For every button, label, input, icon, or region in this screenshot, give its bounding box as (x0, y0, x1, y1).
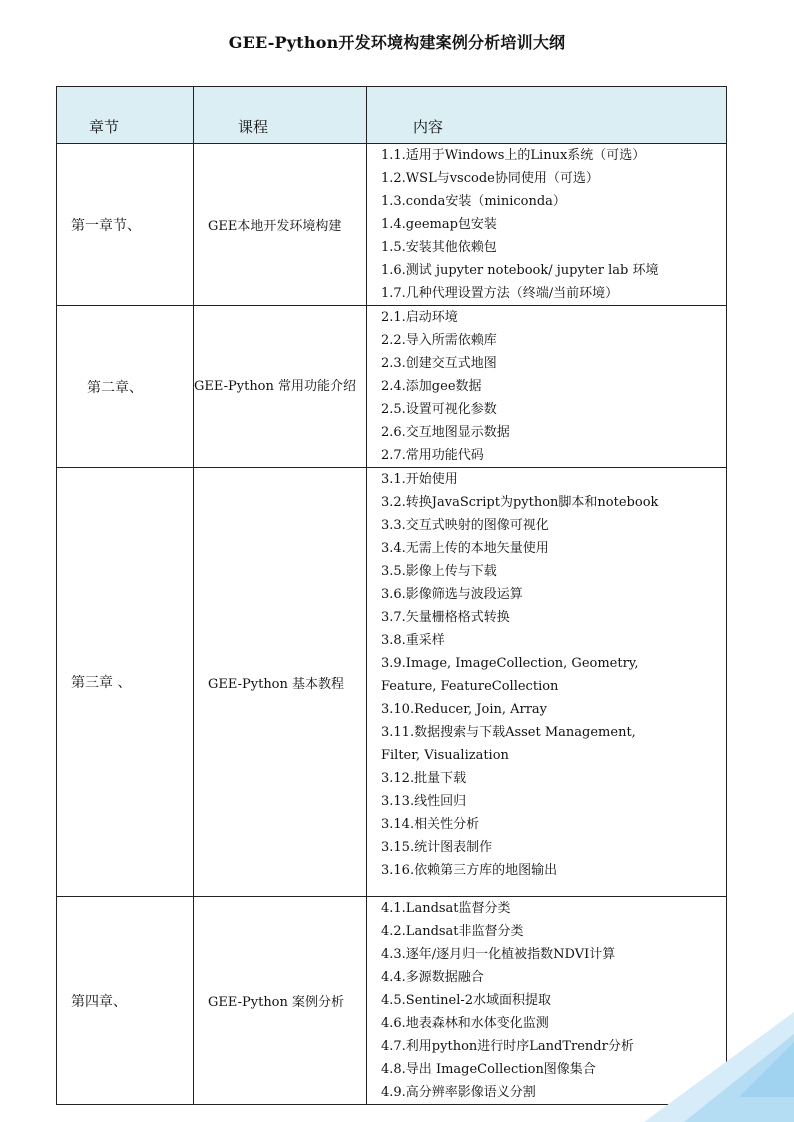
list-item: 3.10.Reducer, Join, Array (381, 702, 548, 717)
list-item: 4.1.Landsat监督分类 (381, 901, 511, 916)
list-item: 3.11.数据搜索与下载Asset Management, (381, 725, 636, 740)
course-cell: GEE-Python 常用功能介绍 (194, 306, 367, 468)
course-cell: GEE-Python 基本教程 (194, 468, 367, 897)
content-cell (367, 306, 727, 468)
corner-triangle-accent (739, 1042, 794, 1097)
list-item: 4.7.利用python进行时序LandTrendr分析 (381, 1039, 634, 1054)
list-item: 2.4.添加gee数据 (381, 379, 482, 394)
list-item: 1.3.conda安装（miniconda） (381, 194, 566, 209)
chapter-cell: 第二章、 (57, 306, 194, 468)
header-content: 内容 (367, 87, 727, 144)
list-item: Feature, FeatureCollection (381, 679, 559, 694)
list-item: 4.6.地表森林和水体变化监测 (381, 1016, 549, 1031)
list-item: 3.7.矢量栅格格式转换 (381, 610, 510, 625)
list-item: 3.14.相关性分析 (381, 817, 480, 832)
course-cell: GEE本地开发环境构建 (194, 144, 367, 306)
list-item: 2.7.常用功能代码 (381, 448, 484, 463)
list-item: 2.1.启动环境 (381, 310, 458, 325)
list-item: 4.4.多源数据融合 (381, 970, 484, 985)
header-course: 课程 (194, 87, 367, 144)
list-item: 4.3.逐年/逐月归一化植被指数NDVI计算 (381, 947, 616, 962)
list-item: 3.5.影像上传与下载 (381, 564, 497, 579)
chapter-cell: 第三章 、 (57, 468, 194, 897)
list-item: 2.3.创建交互式地图 (381, 356, 497, 371)
table-row (57, 897, 727, 1105)
list-item: 3.4.无需上传的本地矢量使用 (381, 541, 549, 556)
list-item: 3.12.批量下载 (381, 771, 467, 786)
table-row (57, 468, 727, 897)
list-item: 3.3.交互式映射的图像可视化 (381, 518, 549, 533)
table-header-row (57, 87, 727, 144)
list-item: 3.8.重采样 (381, 633, 445, 648)
course-cell: GEE-Python 案例分析 (194, 897, 367, 1105)
list-item: 4.9.高分辨率影像语义分割 (381, 1085, 536, 1100)
list-item: 1.7.几种代理设置方法（终端/当前环境） (381, 286, 619, 301)
chapter-cell: 第一章节、 (57, 144, 194, 306)
list-item: 3.13.线性回归 (381, 794, 467, 809)
list-item: 2.2.导入所需依赖库 (381, 333, 497, 348)
list-item: 3.1.开始使用 (381, 472, 458, 487)
table-row (57, 144, 727, 306)
table-row (57, 306, 727, 468)
list-item: 1.4.geemap包安装 (381, 217, 497, 232)
content-cell (367, 144, 727, 306)
list-item: 3.16.依赖第三方库的地图输出 (381, 863, 558, 878)
content-cell (367, 897, 727, 1105)
outline-table (56, 86, 727, 1105)
cell-spacer (381, 882, 726, 896)
list-item: 2.5.设置可视化参数 (381, 402, 497, 417)
list-item: 3.2.转换JavaScript为python脚本和notebook (381, 495, 659, 510)
list-item: 3.15.统计图表制作 (381, 840, 493, 855)
list-item: 3.9.Image, ImageCollection, Geometry, (381, 656, 639, 671)
list-item: 4.2.Landsat非监督分类 (381, 924, 524, 939)
header-chapter: 章节 (57, 87, 194, 144)
list-item: 4.8.导出 ImageCollection图像集合 (381, 1062, 596, 1077)
list-item: 1.5.安装其他依赖包 (381, 240, 497, 255)
page-title: GEE-Python开发环境构建案例分析培训大纲 (228, 33, 566, 52)
list-item: 1.2.WSL与vscode协同使用（可选） (381, 171, 599, 186)
list-item: 2.6.交互地图显示数据 (381, 425, 510, 440)
list-item: Filter, Visualization (381, 748, 509, 763)
list-item: 1.1.适用于Windows上的Linux系统（可选） (381, 148, 646, 163)
content-cell (367, 468, 727, 897)
list-item: 1.6.测试 jupyter notebook/ jupyter lab 环境 (381, 263, 659, 278)
list-item: 3.6.影像筛选与波段运算 (381, 587, 523, 602)
list-item: 4.5.Sentinel-2水域面积提取 (381, 993, 552, 1008)
chapter-cell: 第四章、 (57, 897, 194, 1105)
